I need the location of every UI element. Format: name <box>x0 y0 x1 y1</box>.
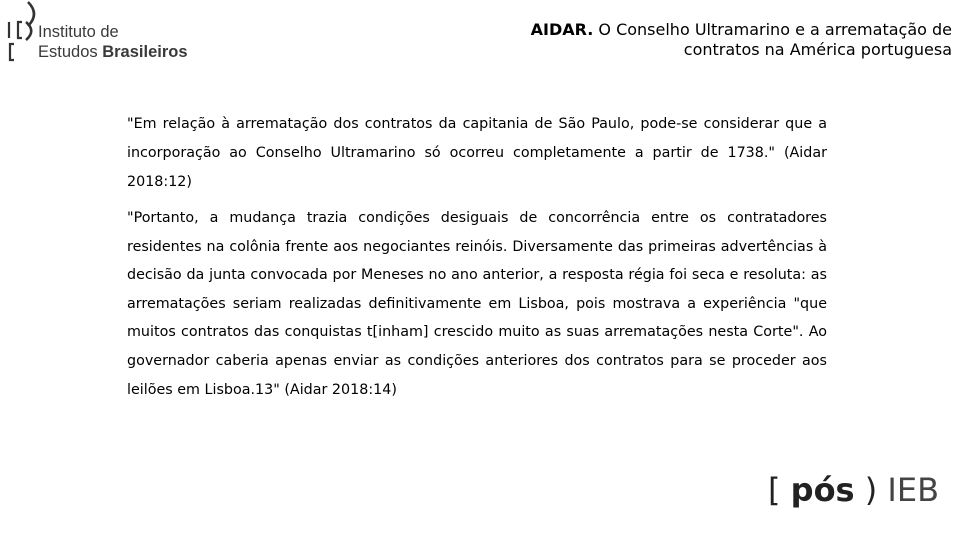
logo-line-2-bold: Brasileiros <box>102 43 188 61</box>
ieb-logo <box>0 0 220 70</box>
logo-line-1: Instituto de <box>38 23 119 41</box>
logo-line-2 <box>38 42 188 62</box>
quote-1: "Em relação à arrematação dos contratos da capitania de São Paulo, pode-se considerar que a incorporação ao Conselho Ultramarino só ocorreu completamente a partir de 1738." (Aidar 2018:12) <box>127 116 827 190</box>
pos-logo-close-paren: ) <box>854 471 888 509</box>
ieb-logo-text <box>38 22 188 62</box>
title-author: AIDAR. <box>530 20 594 39</box>
ieb-logo-mark-icon <box>6 0 38 66</box>
logo-line-2-plain: Estudos <box>38 43 103 61</box>
quote-block <box>127 110 827 404</box>
title-line-1 <box>392 20 952 40</box>
title-line-1-text: O Conselho Ultramarino e a arrematação de <box>593 20 952 39</box>
slide-title <box>392 20 952 60</box>
pos-ieb-logo <box>768 470 948 510</box>
title-line-2: contratos na América portuguesa <box>683 40 952 59</box>
pos-logo-ieb-text: IEB <box>887 471 940 509</box>
pos-logo-open-bracket: [ <box>768 471 791 509</box>
quote-2: "Portanto, a mudança trazia condições desiguais de concorrência entre os contratadores residentes na colônia frente aos negociantes reinóis. Diversamente das primeiras advertências à decisão da junta convocada por Meneses no ano anterior, a resposta régia foi seca e resoluta: as arrematações seriam realizadas definitivamente em Lisboa, pois mostrava a experiência "que muitos contratos das conquistas t[inham] crescido muito as suas arrematações nesta Corte". Ao governador caberia apenas enviar as condições anteriores dos contratos para se proceder aos leilões em Lisboa.13" (Aidar 2018:14) <box>127 210 827 398</box>
pos-logo-bold-text: pós <box>790 471 855 509</box>
